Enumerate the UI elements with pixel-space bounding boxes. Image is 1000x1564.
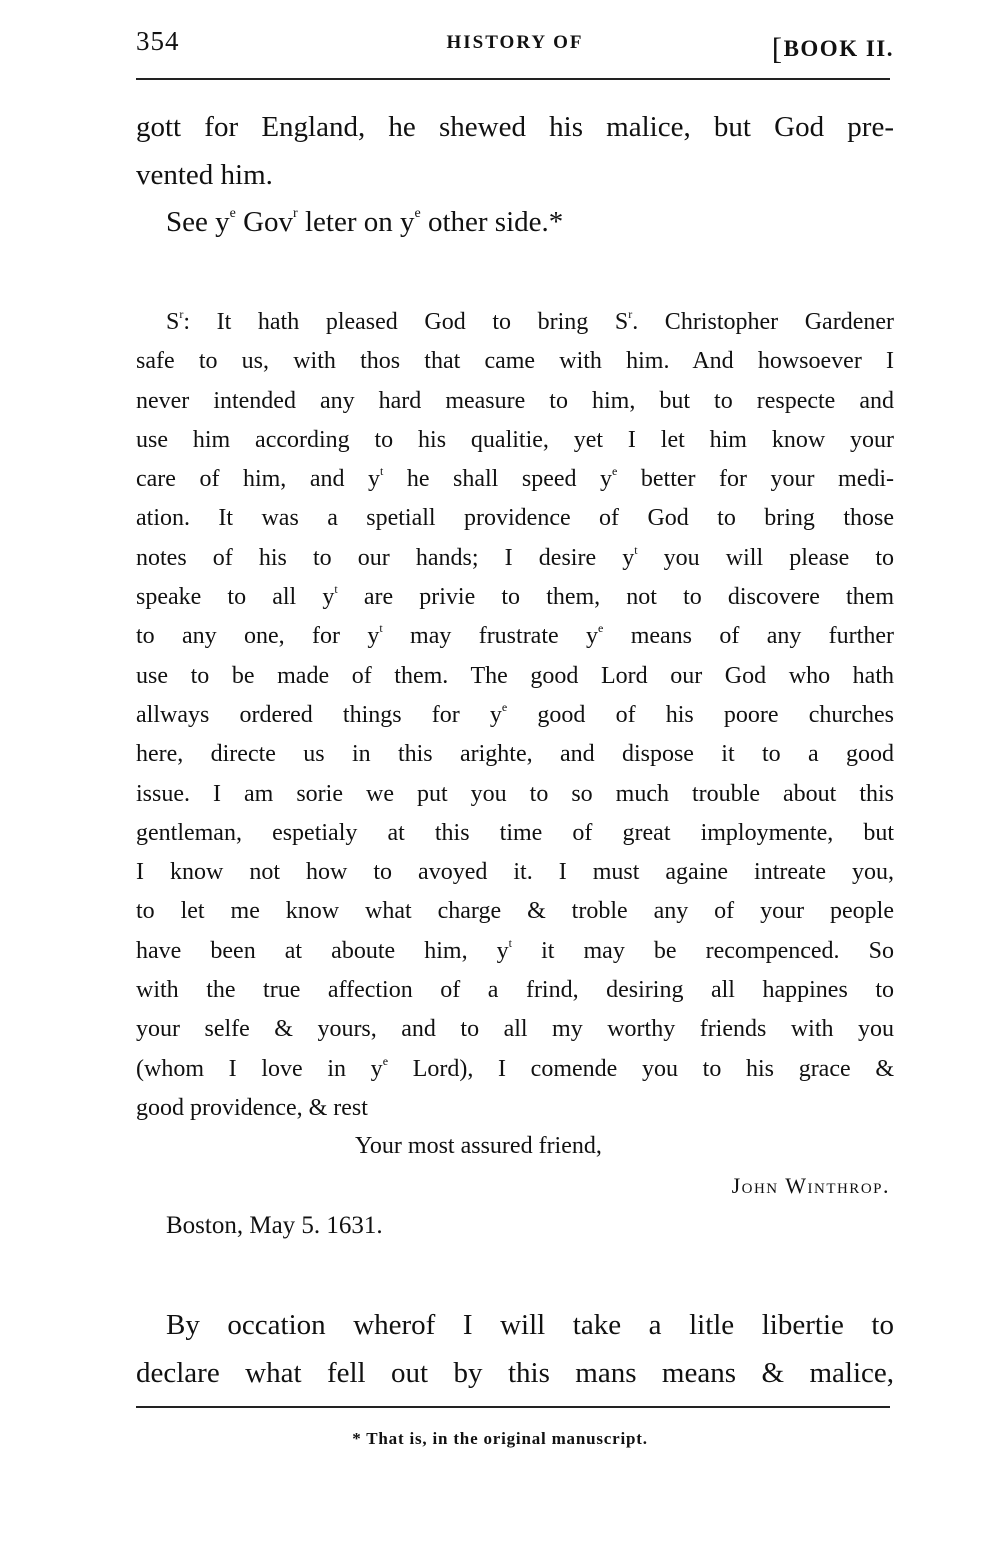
letter-dateline: Boston, May 5. 1631. [166,1212,383,1239]
header-rule [136,78,890,80]
letter-signature: John Winthrop. [731,1173,890,1198]
letter-line: allways ordered things for $y^e$ good of his poore churches [136,699,894,728]
letter-line: here, directe us in this arighte, and dispose it to a good [136,741,894,768]
letter-line: issue. I am sorie we put you to so much trouble about this [136,780,894,807]
quoted-letter [136,303,894,1128]
letter-line: never intended any hard measure to him, but to respecte and [136,387,894,414]
letter-line: $S^r$: It hath pleased God to bring $S^r$. Christopher Gardener [166,307,895,335]
letter-line: notes of his to our hands; I desire $y^t$ you will please to [136,542,894,571]
letter-line: your selfe & yours, and to all my worthy friends with you [136,1016,894,1043]
book-label [772,28,894,64]
lead-paragraph [136,103,894,199]
page-number: 354 [136,26,180,56]
letter-line: good providence, & rest [136,1094,368,1121]
letter-line: gentleman, espetialy at this time of great imploymente, but [136,819,894,846]
text-line: gott for England, he shewed his malice, but God pre- [136,111,894,143]
letter-line: I know not how to avoyed it. I must againe intreate you, [136,859,894,886]
book-label-text: BOOK II. [783,36,894,61]
text-line: By occation wherof I will take a litle libertie to [166,1309,894,1341]
letter-line: speake to all $y^t$ are privie to them, not to discovere them [136,582,894,611]
letter-line: have been at aboute him, $y^t$ it may be recompenced. So [136,935,894,964]
footnote: * That is, in the original manuscript. [352,1429,648,1448]
text-line: declare what fell out by this mans means & malice, [136,1357,894,1389]
letter-line: safe to us, with thos that came with him. And howsoever I [136,348,894,375]
letter-line: use him according to his qualitie, yet I let him know your [136,426,894,453]
footnote-rule [136,1406,890,1408]
text-line: vented him. [136,159,273,191]
letter-closing: Your most assured friend, [355,1133,602,1159]
cross-reference-line: See $y^e$ Gov$^r$ leter on $y^e$ other side.* [166,206,564,238]
letter-line: use to be made of them. The good Lord our God who hath [136,662,894,689]
letter-line: to any one, for $y^t$ may frustrate $y^e$ means of any further [136,621,894,650]
letter-line: with the true affection of a frind, desiring all happines to [136,977,894,1004]
letter-line: ation. It was a spetiall providence of God to bring those [136,505,894,532]
letter-line: care of him, and $y^t$ he shall speed $y^e$ better for your medi- [136,464,895,493]
letter-line: to let me know what charge & troble any of your people [136,898,894,925]
running-header [136,22,894,66]
tail-paragraph [136,1301,894,1397]
running-title: HISTORY OF [446,32,584,53]
letter-line: (whom I love in $y^e$ Lord), I comende you to his grace & [136,1053,894,1082]
book-bracket: [ [771,31,784,66]
